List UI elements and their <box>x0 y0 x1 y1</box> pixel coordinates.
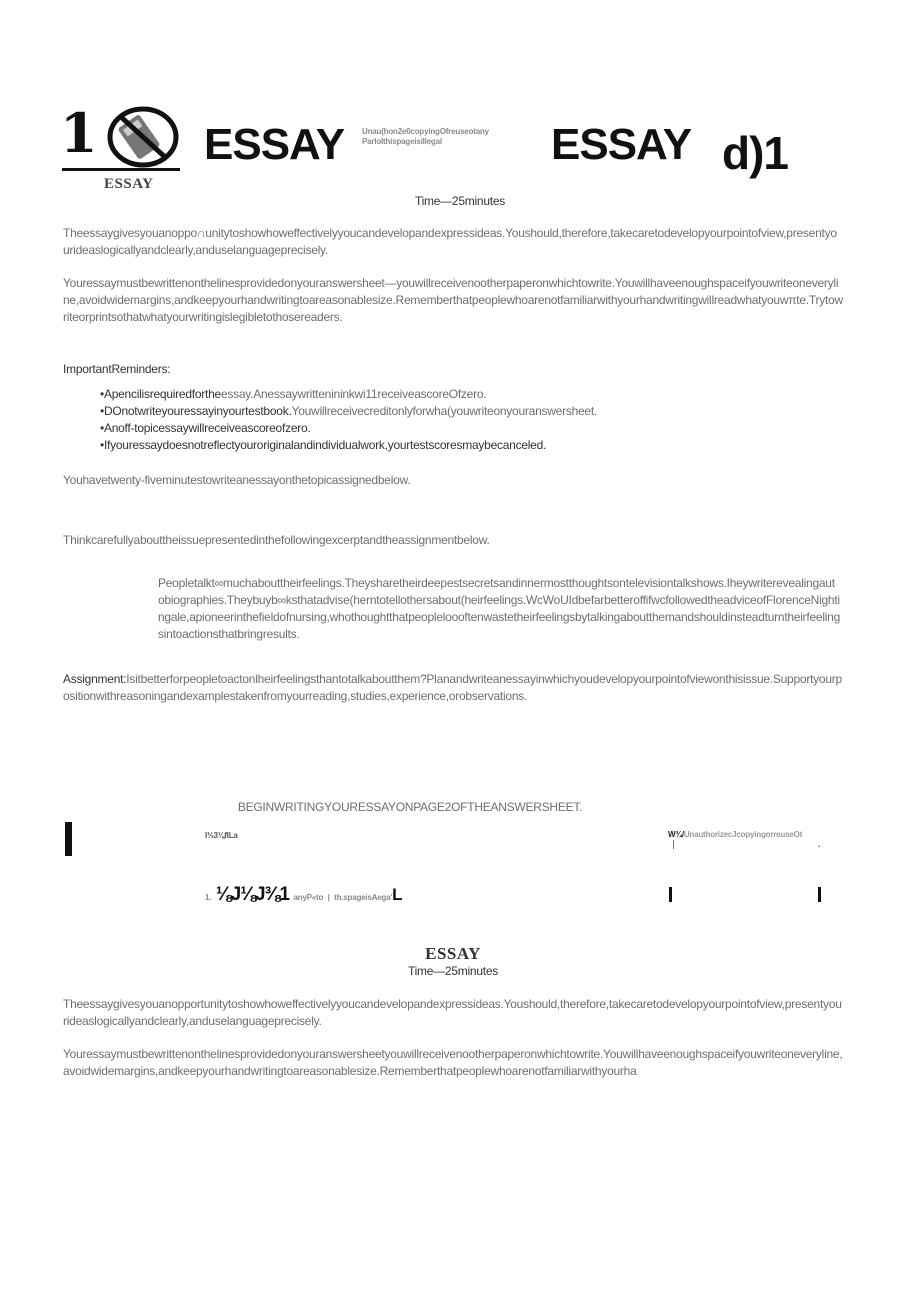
reminder-item <box>100 386 860 403</box>
assignment-text: Isitbetterforpeopletoactonlheirfeelingsthantotalkaboutthem?Planandwriteanessayinwhichyoudevelopyourpointofviewonthisissue.Supportyourpositionwithreasoningandexamplestakenfromyourreading,studies,experience,orobservations. <box>63 672 842 703</box>
intro-paragraph: Theessaygivesyouanoppo∩unitytoshowhoweffectivelyyoucandevelopandexpressideas.Youshould,therefore,takecaretodevelopyourpointofview,presentyourideaslogicallyandclearly,anduselanguageprecisely. <box>63 226 837 257</box>
page2-time-limit: Time—25minutes <box>407 964 499 978</box>
logo-rule <box>62 168 180 171</box>
reminder-text-strong: •DOnotwriteyouressayinyourtestbook. <box>100 404 292 418</box>
footer-small-1: 1. <box>205 893 212 902</box>
footer-separator: | <box>327 893 330 902</box>
footer-copyright-prefix: W¾/ <box>668 830 684 839</box>
footer-code: I⅓3⅛fILa <box>205 831 238 840</box>
think-instruction: Thinkcarefullyabouttheissuepresentedinthefollowingexcerptandtheassignmentbelow. <box>63 533 490 547</box>
page-title-left: ESSAY <box>204 120 345 169</box>
reminder-text: Youwillreceivecreditonlyforwha(youwriteonyouranswersheet. <box>291 404 598 418</box>
page2-instructions-paragraph: Youressaymustbewrittenonthelinesprovidedonyouranswersheetyouwillreceivenootherpaperonwhichtowrite.Youwillhaveenoughspaceifyouwriteoneveryline,avoidwidemargins,andkeepyourhandwritingtoareasonablesize.Rememberthatpeoplewhoarenotfamiliarwithyourha <box>63 1047 843 1078</box>
reminder-text-strong: •Anoff-topicessaywillreceiveascoreofzero. <box>100 421 311 435</box>
reminder-item <box>100 420 860 437</box>
section-mark: d)1 <box>722 127 788 179</box>
assignment-label: Assignment: <box>63 672 127 686</box>
instructions-paragraph: Youressaymustbewrittenonthelinesprovidedonyouranswersheet—youwillreceivenootherpaperonwhichtowrite.Youwillhaveenoughspaceifyouwriteoneveryline,avoidwidemargins,andkeepyourhandwritingtoareasonablesize.Rememberthatpeoplewhoarenotfamiliarwithyourhandwritingwillreadwhatyouwπte.Trytowriteorprintsothatwhatyourwritingislegibletothosereaders. <box>63 276 843 324</box>
section-logo <box>60 101 182 194</box>
page2-heading: ESSAY <box>425 944 481 963</box>
page2-intro-paragraph: Theessaygivesyouanopportunitytoshowhoweffectivelyyoucandevelopandexpressideas.Youshould,therefore,takecaretodevelopyourpointofview,presentyourideaslogicallyandclearly,anduselanguageprecisely. <box>63 997 842 1028</box>
footer-dot: . <box>818 840 821 849</box>
footer-letter-l: L <box>392 885 403 904</box>
reminder-text: essay.Anessaywrittenininkwi11receiveascoreOfzero. <box>220 387 487 401</box>
footer-copyright <box>668 830 802 840</box>
copyright-notice <box>362 127 532 147</box>
time-note: Youhavetwenty-fiveminutestowriteanessayonthetopicassignedbelow. <box>63 473 411 487</box>
no-calculator-icon <box>106 106 180 168</box>
footer-barcode-text <box>205 884 403 906</box>
logo-caption: ESSAY <box>104 176 154 192</box>
copyright-line-1: Unau(hon2e0copyingOfreuseotany <box>362 127 489 136</box>
page-title-right: ESSAY <box>551 120 692 169</box>
reminder-item <box>100 403 860 420</box>
reminders-title: ImportantReminders: <box>63 362 171 376</box>
footer-copyright-text: UnauthorizecJcopyingorreuseOt <box>683 830 803 839</box>
reminder-item <box>100 437 860 454</box>
timing-mark-mid <box>669 887 672 902</box>
footer-big-code: ⅛J⅛J⅜1 <box>215 884 289 905</box>
assignment-block <box>63 671 845 705</box>
footer-tick <box>673 840 674 849</box>
timing-mark-left <box>65 822 72 856</box>
reminder-text-strong: •Ifyouressaydoesnotreflectyouroriginalandindividualwork,yourtestscoresmaybecanceled. <box>100 438 547 452</box>
footer-small-2: anyP«to <box>293 893 324 902</box>
copyright-line-2: Parlolthispageisillegal <box>362 137 442 146</box>
timing-mark-right <box>818 887 821 902</box>
footer-small-3: th.spageisAega' <box>334 893 393 902</box>
begin-instruction: BEGINWRITINGYOURESSAYONPAGE2OFTHEANSWERSHEET. <box>237 800 583 814</box>
time-limit: Time—25minutes <box>414 194 506 208</box>
section-number: 1 <box>60 101 98 165</box>
excerpt-quote: Peopletalkt∞muchabouttheirfeelings.Theysharetheirdeepestsecretsandinnermostthoughtsontelevisiontalkshows.Iheywriterevealingautobiographies.Theybuyb∞ksthatadvise(herntotellothersabout(heirfeelings.WcWoUIdbefarbetteroffifwcfollowedtheadviceofFlorenceNightingale,apioneerinthefieldofnursing,whothoughtthatpeopleloooftenwastetheirfeelingsbytalkingaboutthemandshouldinsteadturntheirfeelingsintoactionsthatbringresults. <box>158 576 841 641</box>
reminder-text-strong: •Apencilisrequiredforthe <box>100 387 221 401</box>
reminders-list <box>100 386 860 454</box>
